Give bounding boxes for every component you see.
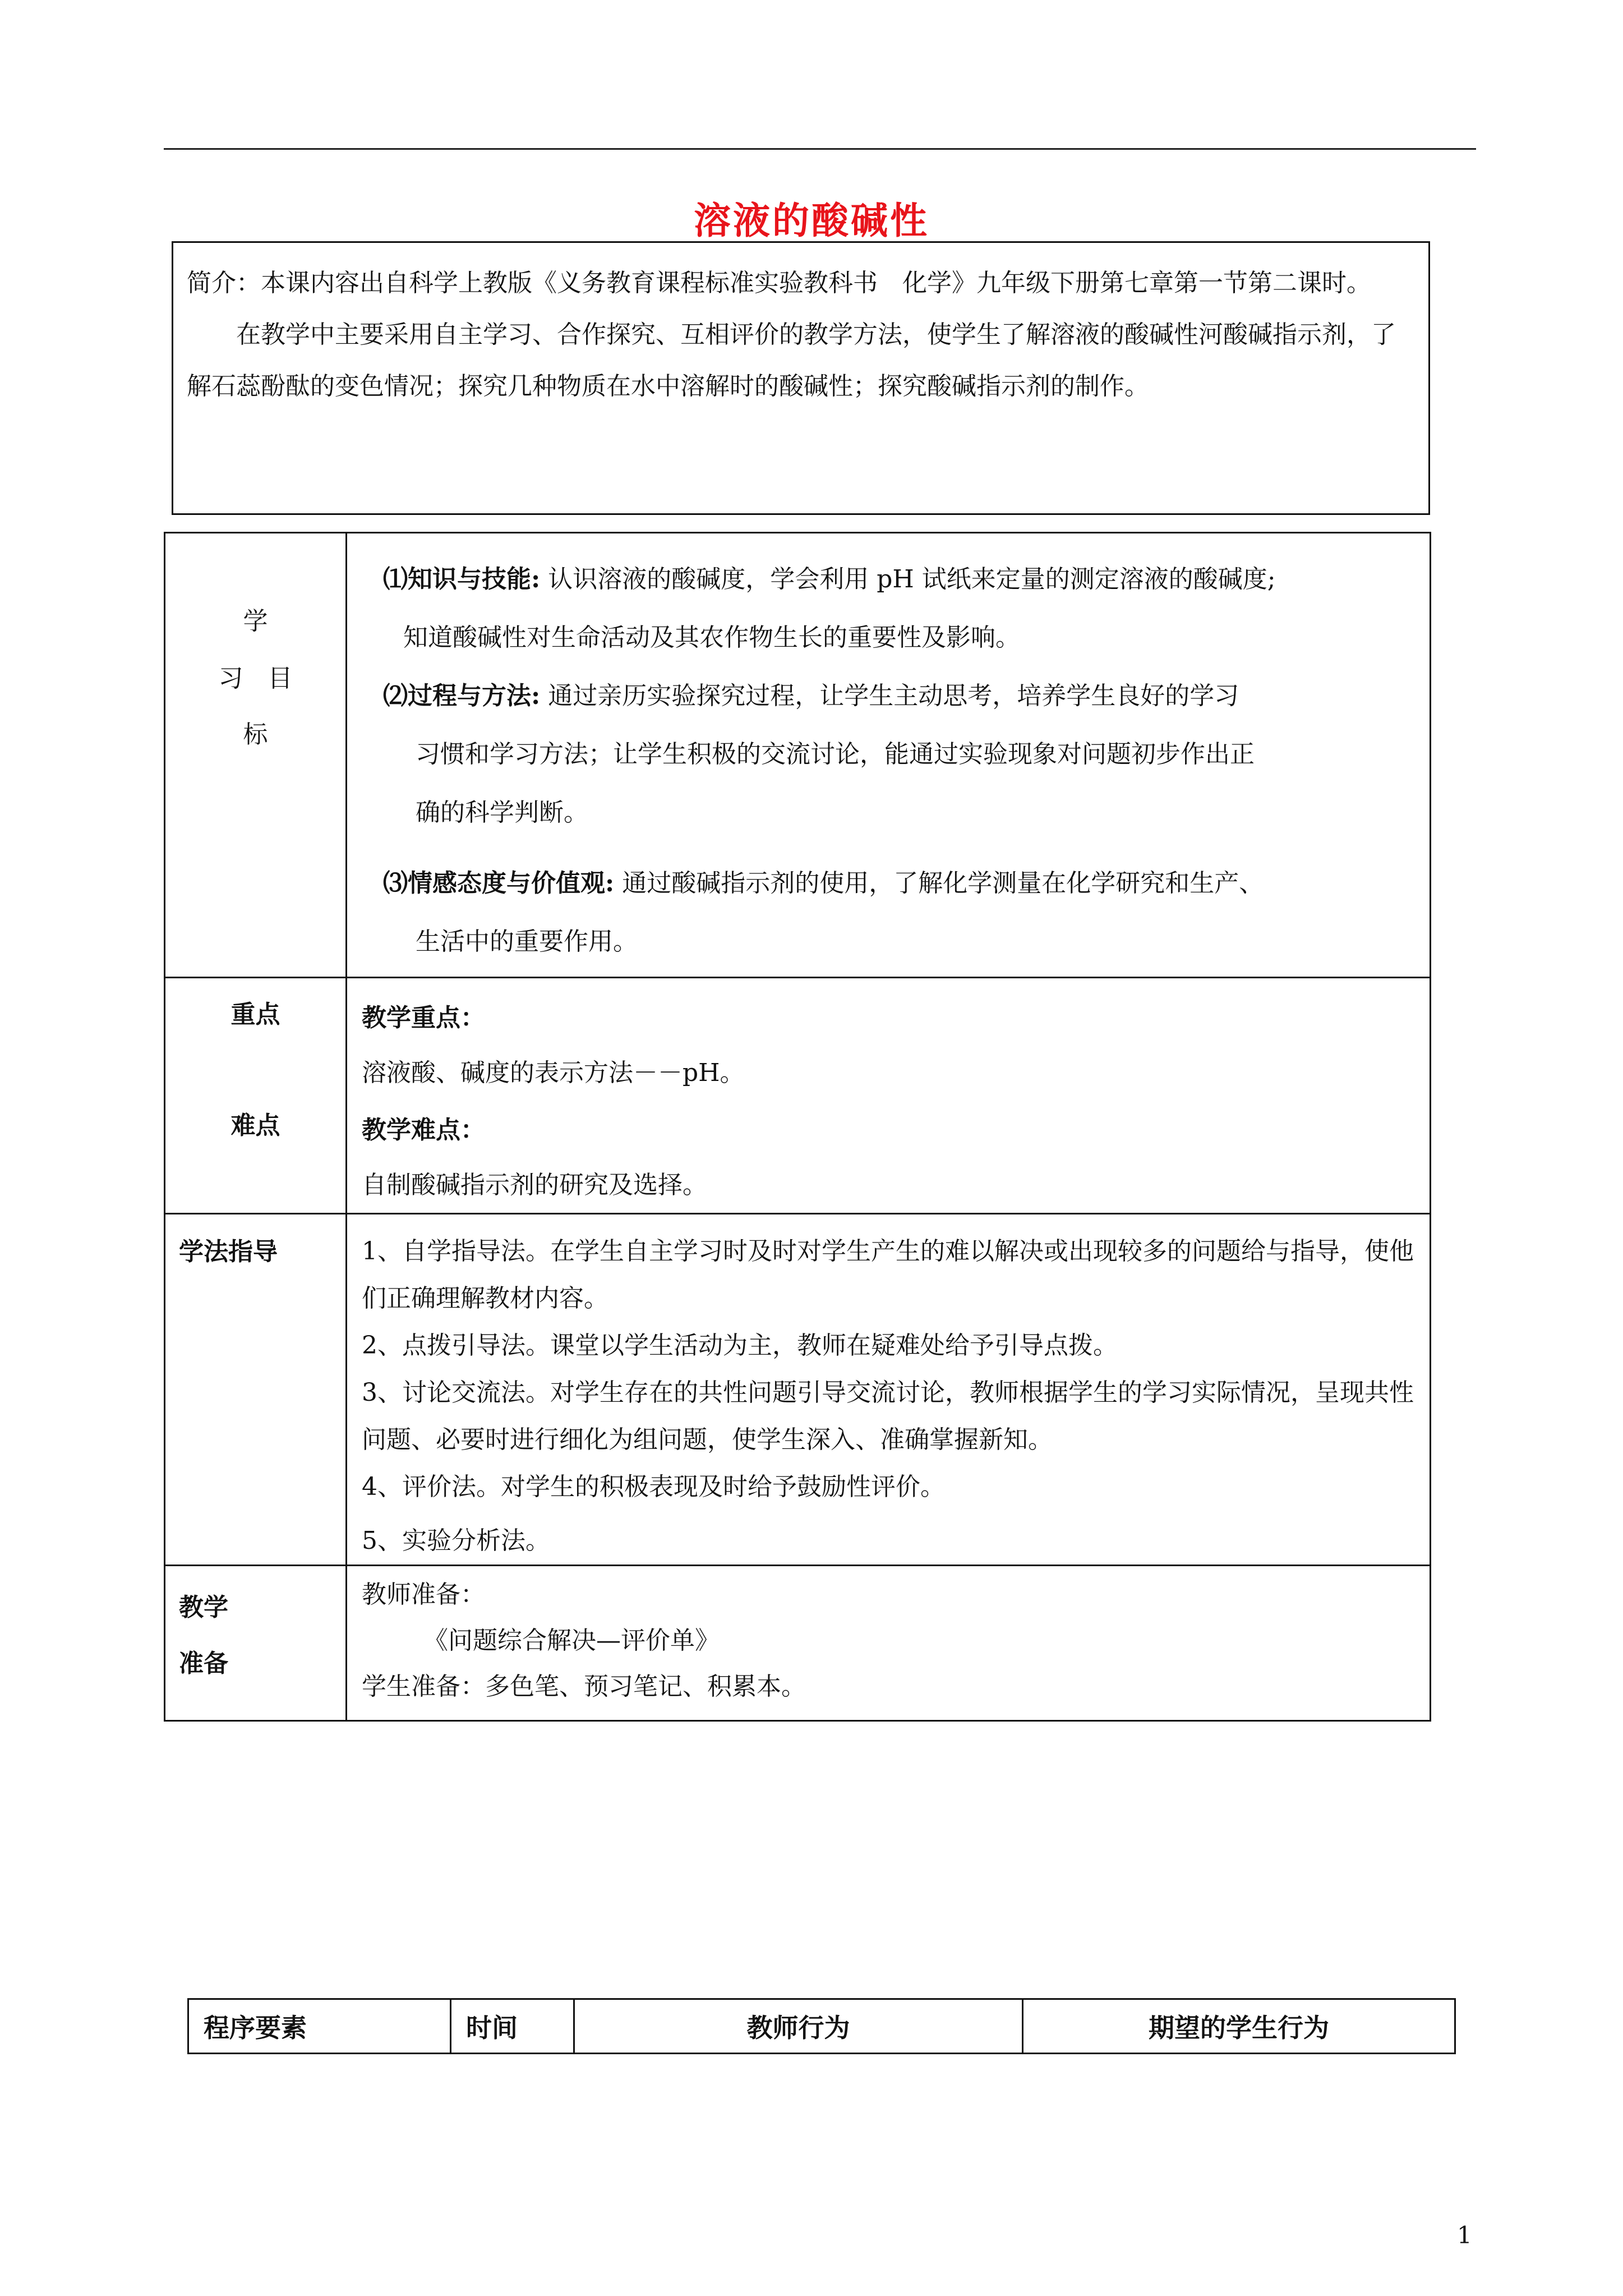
objective-process: [383, 667, 1415, 725]
preparation-row: [165, 1566, 1431, 1721]
header-rule: [164, 148, 1476, 150]
objectives-label-1: 学: [243, 607, 268, 636]
objective-num: ⑴: [383, 565, 408, 593]
program-header-cell: 程序要素: [188, 1999, 451, 2054]
difficulty-text: 自制酸碱指示剂的研究及选择。: [362, 1171, 707, 1199]
method-item: 4、评价法。对学生的积极表现及时给予鼓励性评价。: [362, 1473, 945, 1501]
key-points-label-cell: [165, 978, 347, 1214]
methods-label: 学法指导: [165, 1214, 347, 1566]
objective-process-cont-1: 习惯和学习方法；让学生积极的交流讨论，能通过实验现象对问题初步作出正: [416, 740, 1255, 769]
objective-text: 认识溶液的酸碱度，学会利用 pH 试纸来定量的测定溶液的酸碱度;: [548, 565, 1276, 593]
page-title: 溶液的酸碱性: [694, 199, 929, 242]
preparation-content: [347, 1566, 1431, 1721]
program-header-row: [188, 1999, 1455, 2054]
objectives-content: [347, 533, 1431, 978]
method-item: 5、实验分析法。: [362, 1526, 550, 1555]
objective-knowledge-cont: 知道酸碱性对生命活动及其农作物生长的重要性及影响。: [403, 623, 1020, 652]
methods-content: [347, 1214, 1431, 1566]
key-heading: 教学重点：: [362, 1004, 485, 1032]
student-prep: 学生准备：多色笔、预习笔记、积累本。: [362, 1672, 806, 1701]
objective-text: 通过酸碱指示剂的使用，了解化学测量在化学研究和生产、: [622, 869, 1264, 898]
key-label: 重点: [230, 1000, 280, 1029]
objectives-row: [165, 533, 1431, 978]
objective-text: 通过亲历实验探究过程，让学生主动思考，培养学生良好的学习: [548, 682, 1239, 710]
preparation-label-cell: [165, 1566, 347, 1721]
teacher-prep-item: 《问题综合解决—评价单》: [423, 1626, 720, 1655]
objectives-label-3: 标: [243, 720, 268, 749]
key-points-content: [347, 978, 1431, 1214]
difficulty-label: 难点: [230, 1111, 280, 1140]
intro-line-1: 简介：本课内容出自科学上教版《义务教育课程标准实验教科书 化学》九年级下册第七章第一节第二课时。: [187, 269, 1371, 297]
methods-row: [165, 1214, 1431, 1566]
objective-emotion: [383, 854, 1415, 913]
preparation-label-1: 教学: [179, 1593, 228, 1622]
program-table: [187, 1998, 1456, 2054]
method-item: 2、点拨引导法。课堂以学生活动为主，教师在疑难处给予引导点拨。: [362, 1331, 1118, 1360]
key-text: 溶液酸、碱度的表示方法－－pH。: [362, 1059, 745, 1087]
program-header-cell: 时间: [451, 1999, 574, 2054]
objective-emotion-cont: 生活中的重要作用。: [416, 927, 638, 956]
objective-process-cont-2: 确的科学判断。: [416, 798, 588, 827]
objective-heading: 知识与技能:: [408, 565, 541, 593]
page-number: 1: [1457, 2221, 1472, 2249]
intro-line-2: 在教学中主要采用自主学习、合作探究、互相评价的教学方法，使学生了解溶液的酸碱性河酸碱指示剂，了解石蕊酚酞的变色情况；探究几种物质在水中溶解时的酸碱性；探究酸碱指示剂的制作。: [187, 320, 1396, 401]
program-header-cell: 教师行为: [574, 1999, 1023, 2054]
program-header-cell: 期望的学生行为: [1023, 1999, 1455, 2054]
objectives-label-2: 习 目: [218, 664, 293, 693]
method-item: 3、讨论交流法。对学生存在的共性问题引导交流讨论，教师根据学生的学习实际情况，呈现共性问题、必要时进行细化为组问题，使学生深入、准确掌握新知。: [362, 1378, 1414, 1454]
difficulty-heading: 教学难点：: [362, 1116, 485, 1144]
intro-box: [172, 241, 1430, 515]
objective-heading: 情感态度与价值观:: [408, 869, 615, 898]
lesson-table: [164, 532, 1431, 1722]
objectives-label-cell: [165, 533, 347, 978]
objective-num: ⑵: [383, 682, 408, 710]
teacher-prep: 教师准备：: [362, 1580, 485, 1609]
objective-num: ⑶: [383, 869, 408, 898]
objective-knowledge: [383, 550, 1415, 609]
method-item: 1、自学指导法。在学生自主学习时及时对学生产生的难以解决或出现较多的问题给与指导，使他们正确理解教材内容。: [362, 1237, 1414, 1313]
objective-heading: 过程与方法:: [408, 682, 541, 710]
preparation-label-2: 准备: [179, 1649, 228, 1678]
key-points-row: [165, 978, 1431, 1214]
